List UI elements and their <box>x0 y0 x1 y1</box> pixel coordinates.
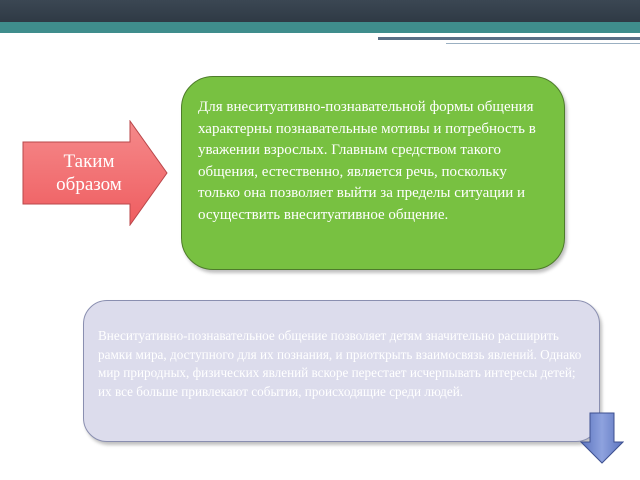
lavender-info-box <box>83 300 600 442</box>
arrow-label: Таким образом <box>56 151 122 195</box>
slide-teal-stripe <box>0 22 640 33</box>
header-accent-line <box>378 37 640 40</box>
down-arrow-icon <box>580 412 624 464</box>
lavender-box-text: Внеситуативно-познавательное общение позволяет детям значительно расширить рамки мира, доступного для их познания, и приоткрыть взаимосвязь явлений. Однако мир природных, физических явлений вскоре перестает исчерпывать интересы детей; их все больше привлекают события, происходящие среди людей. <box>98 328 582 399</box>
green-info-box <box>181 76 565 270</box>
slide-top-bar <box>0 0 640 22</box>
header-accent-line-thin <box>446 43 640 44</box>
green-box-text: Для внеситуативно-познавательной формы общения характерны познавательные мотивы и потребность в уважении взрослых. Главным средством такого общения, естественно, является речь, поскольку только она позволяет выйти за пределы ситуации и осуществить внеситуативное общение. <box>198 99 536 223</box>
